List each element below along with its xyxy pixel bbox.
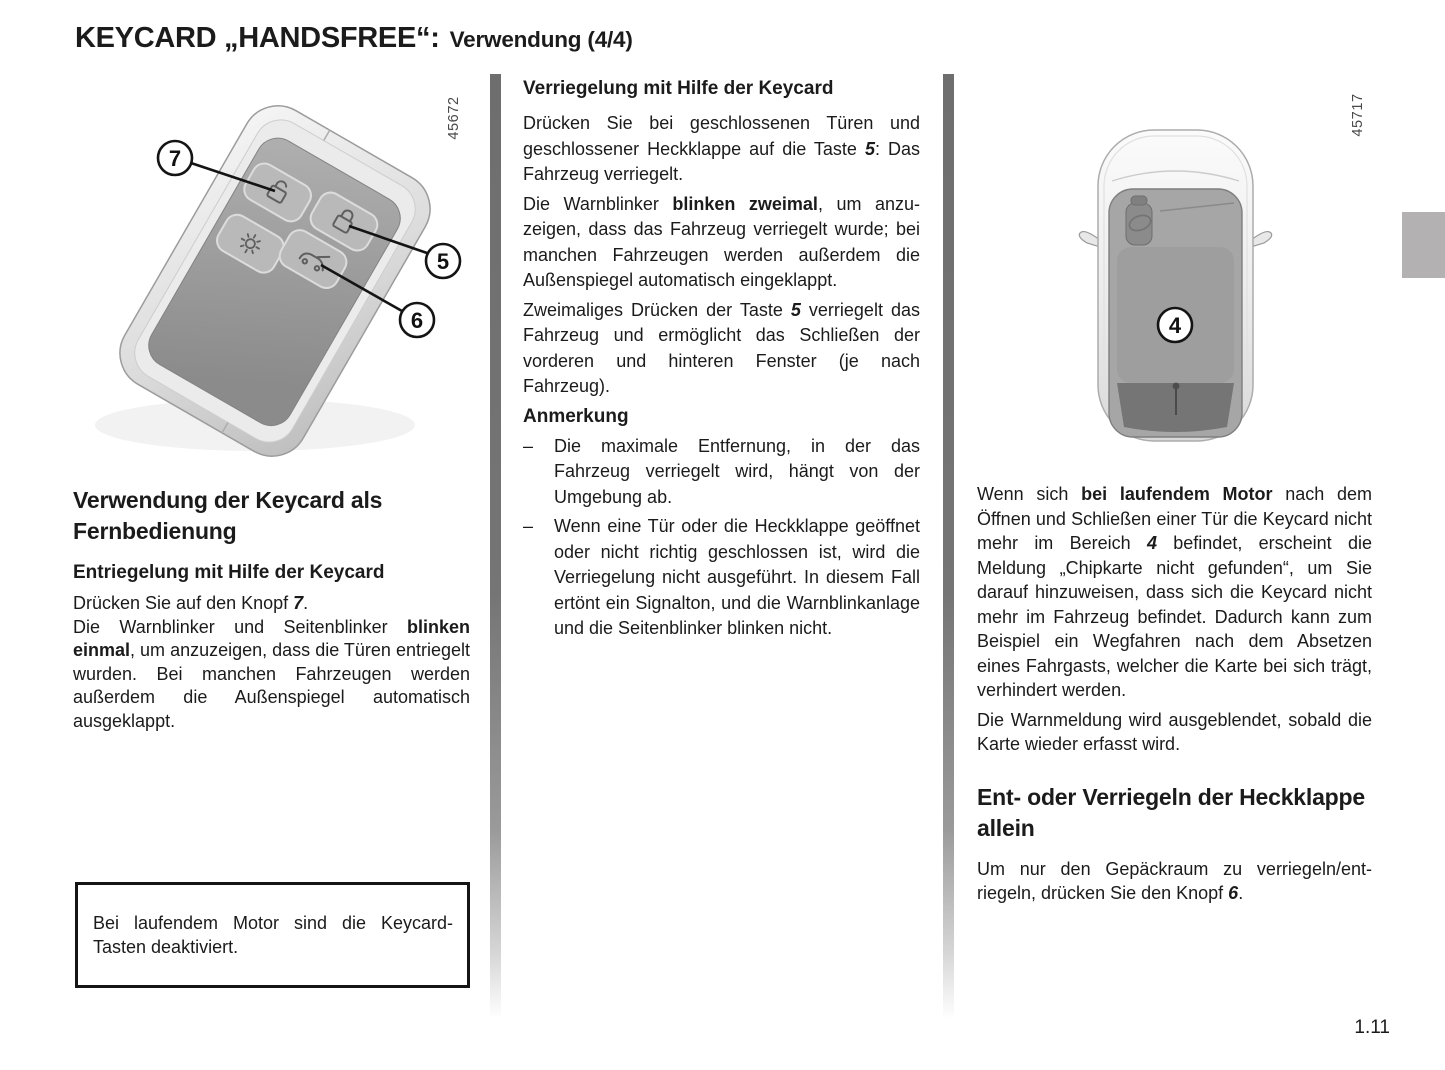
page-title-main: KEYCARD „HANDSFREE“: [75, 22, 440, 54]
svg-text:6: 6 [410, 308, 424, 333]
page-title-sub: Verwendung (4/4) [449, 27, 633, 52]
middle-paragraph-1: Drücken Sie bei geschlossenen Türen und geschlossener Heckklappe auf die Taste 5: Das Fahrzeug verriegelt. [523, 113, 920, 184]
svg-text:7: 7 [168, 146, 182, 171]
figure-reference-number: 45672 [446, 96, 462, 140]
callout-7 [158, 141, 192, 175]
antenna [1173, 383, 1180, 390]
right-paragraph-3: Um nur den Gepäckraum zu verriegeln/entriegeln, drücken Sie den Knopf 6. [977, 858, 1372, 903]
left-subheading: Entriegelung mit Hilfe der Keycard [73, 562, 385, 583]
left-mirror [1079, 232, 1100, 247]
middle-paragraph-2: Die Warnblinker blinken zweimal, um anzuzeigen, dass das Fahrzeug verriegelt wurde; bei manchen Fahrzeugen werden außerdem die Außenspiegel automatisch eingeklappt. [523, 193, 920, 290]
column-divider-left [490, 74, 501, 1019]
list-item [523, 514, 920, 642]
headrest [1131, 196, 1147, 205]
page-number: 1.11 [1354, 1017, 1390, 1038]
car-top-view-figure [990, 85, 1395, 475]
note-text: Bei laufendem Motor sind die Keycard-Tasten deaktiviert. [93, 913, 453, 957]
column-divider-right [943, 74, 954, 1019]
page-title [75, 22, 633, 55]
svg-text:5: 5 [436, 249, 450, 274]
right-paragraph-2: Die Warnmeldung wird ausgeblendet, sobald die Karte wieder erfasst wird. [977, 709, 1372, 754]
bullet-text: Wenn eine Tür oder die Heckklappe geöffnet oder nicht richtig geschlossen ist, wird die Verriegelung nicht ausgeführt. In diesem Fall ertönt ein Signalton, und die Warnblinkanlage und die Seitenblinker blinken nicht. [554, 516, 920, 638]
bullet-dash: – [523, 516, 534, 536]
right-column [977, 482, 1372, 911]
chapter-tab-marker [1402, 212, 1445, 278]
bullet-dash: – [523, 435, 534, 456]
left-paragraph: Drücken Sie auf den Knopf 7. Die Warnblinker und Seitenblinker blinken einmal, um anzuzeigen, dass die Türen entriegelt wurden. Bei manchen Fahrzeugen werden außerdem die Außenspiegel automatisch ausgeklappt. [73, 593, 470, 731]
right-paragraph-1: Wenn sich bei laufendem Motor nach dem Öffnen und Schließen einer Tür die Keycard nicht mehr im Bereich 4 befindet, erscheint die Meldung „Chipkarte nicht gefunden“, um Sie darauf hinzuweisen, dass sich die Keycard nicht mehr im Fahrzeug befindet. Dadurch kann zum Beispiel ein Wegfahren nach dem Absetzen eines Fahrgasts, welcher die Karte bei sich trägt, verhindert werden. [977, 484, 1372, 700]
car-top-view [1079, 130, 1271, 441]
note-box [75, 882, 470, 988]
callout-4 [1158, 308, 1192, 342]
keycard-figure [75, 85, 485, 475]
middle-subheading: Verriegelung mit Hilfe der Keycard [523, 78, 834, 99]
list-item [523, 434, 920, 511]
callout-5 [426, 244, 460, 278]
right-mirror [1251, 232, 1272, 247]
bullet-text: Die maximale Entfernung, in der das Fahrzeug verriegelt wird, hängt von der Umgebung ab. [554, 435, 920, 507]
middle-paragraph-3: Zweimaliges Drücken der Taste 5 verriegelt das Fahrzeug und ermöglicht das Schließen der vorderen und hinteren Fenster (je nach Fahrzeug). [523, 299, 920, 396]
callout-6 [400, 303, 434, 337]
left-section-heading: Verwendung der Keycard als Fernbedienung [73, 487, 383, 544]
right-section-heading: Ent- oder Verriegeln der Heckklappe allein [977, 783, 1365, 841]
svg-text:4: 4 [1168, 313, 1182, 338]
figure-reference-number: 45717 [1350, 93, 1366, 137]
note-heading: Anmerkung [523, 405, 629, 427]
middle-column [523, 76, 920, 646]
